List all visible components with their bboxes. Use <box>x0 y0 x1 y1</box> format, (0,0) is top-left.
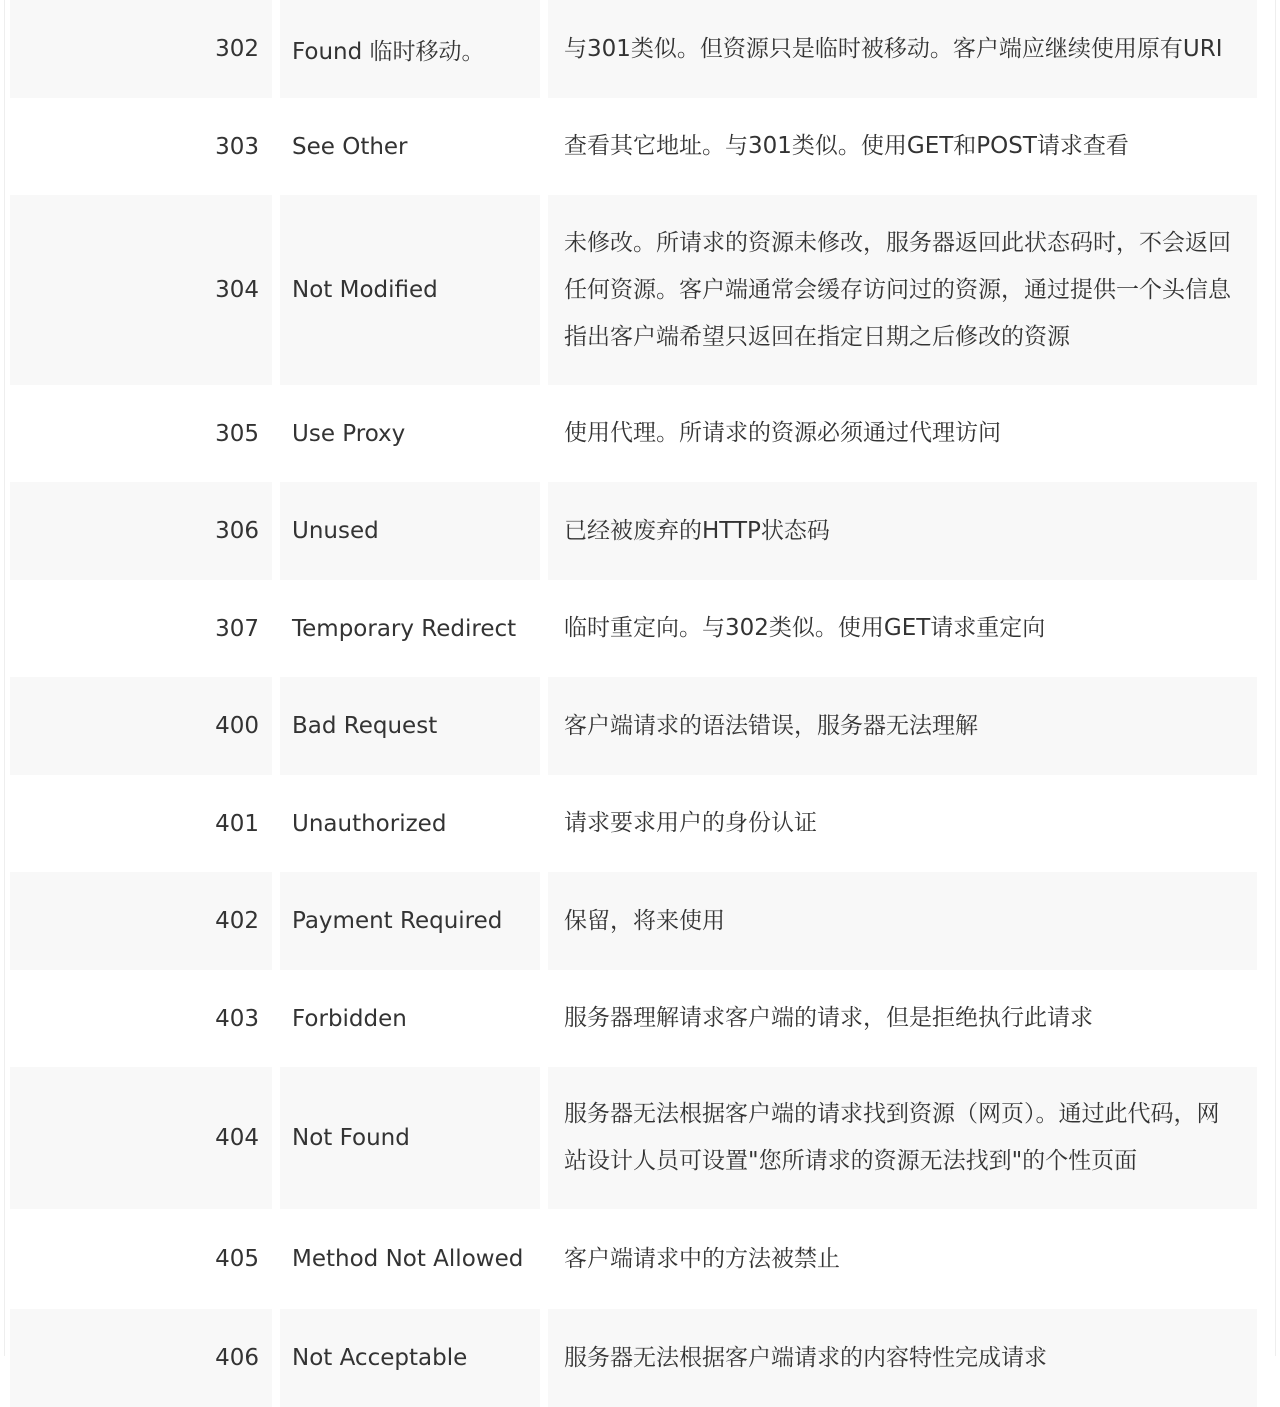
status-name: Not Found <box>280 1067 540 1209</box>
status-description: 服务器理解请求客户端的请求，但是拒绝执行此请求 <box>548 970 1257 1067</box>
status-code: 406 <box>10 1309 272 1407</box>
status-name: Unauthorized <box>280 775 540 872</box>
status-description: 请求要求用户的身份认证 <box>548 775 1257 872</box>
status-code: 402 <box>10 872 272 970</box>
status-name: Found 临时移动。 <box>280 0 540 98</box>
table-row <box>10 195 1257 385</box>
status-description: 未修改。所请求的资源未修改，服务器返回此状态码时，不会返回任何资源。客户端通常会缓存访问过的资源，通过提供一个头信息指出客户端希望只返回在指定日期之后修改的资源 <box>548 195 1257 385</box>
status-description: 服务器无法根据客户端的请求找到资源（网页）。通过此代码，网站设计人员可设置"您所请求的资源无法找到"的个性页面 <box>548 1067 1257 1209</box>
status-name: Unused <box>280 482 540 580</box>
status-description: 查看其它地址。与301类似。使用GET和POST请求查看 <box>548 98 1257 195</box>
status-name: Payment Required <box>280 872 540 970</box>
status-code: 401 <box>10 775 272 872</box>
status-code: 305 <box>10 385 272 482</box>
status-name: Method Not Allowed <box>280 1209 540 1309</box>
status-code: 302 <box>10 0 272 98</box>
status-code: 404 <box>10 1067 272 1209</box>
status-description: 服务器无法根据客户端请求的内容特性完成请求 <box>548 1309 1257 1407</box>
status-name: Forbidden <box>280 970 540 1067</box>
status-name: Temporary Redirect <box>280 580 540 677</box>
table-row <box>10 1209 1257 1309</box>
status-name: Not Acceptable <box>280 1309 540 1407</box>
status-description: 客户端请求中的方法被禁止 <box>548 1209 1257 1309</box>
status-code: 306 <box>10 482 272 580</box>
status-name: Bad Request <box>280 677 540 775</box>
status-name: Use Proxy <box>280 385 540 482</box>
status-name: See Other <box>280 98 540 195</box>
status-code: 303 <box>10 98 272 195</box>
status-description: 与301类似。但资源只是临时被移动。客户端应继续使用原有URI <box>548 0 1257 98</box>
table-row <box>10 677 1257 775</box>
table-row <box>10 98 1257 195</box>
table-row <box>10 872 1257 970</box>
status-description: 保留，将来使用 <box>548 872 1257 970</box>
table-row <box>10 1067 1257 1209</box>
status-description: 使用代理。所请求的资源必须通过代理访问 <box>548 385 1257 482</box>
status-code: 403 <box>10 970 272 1067</box>
table-row <box>10 580 1257 677</box>
table-row <box>10 1309 1257 1407</box>
table-row <box>10 385 1257 482</box>
status-code: 405 <box>10 1209 272 1309</box>
status-description: 已经被废弃的HTTP状态码 <box>548 482 1257 580</box>
table-row <box>10 970 1257 1067</box>
status-code: 304 <box>10 195 272 385</box>
status-code-table <box>2 0 1265 1407</box>
table-row <box>10 775 1257 872</box>
status-code: 307 <box>10 580 272 677</box>
status-description: 临时重定向。与302类似。使用GET请求重定向 <box>548 580 1257 677</box>
table-row <box>10 482 1257 580</box>
status-code: 400 <box>10 677 272 775</box>
status-description: 客户端请求的语法错误，服务器无法理解 <box>548 677 1257 775</box>
table-row <box>10 0 1257 98</box>
status-name: Not Modified <box>280 195 540 385</box>
right-border <box>1275 0 1276 1356</box>
